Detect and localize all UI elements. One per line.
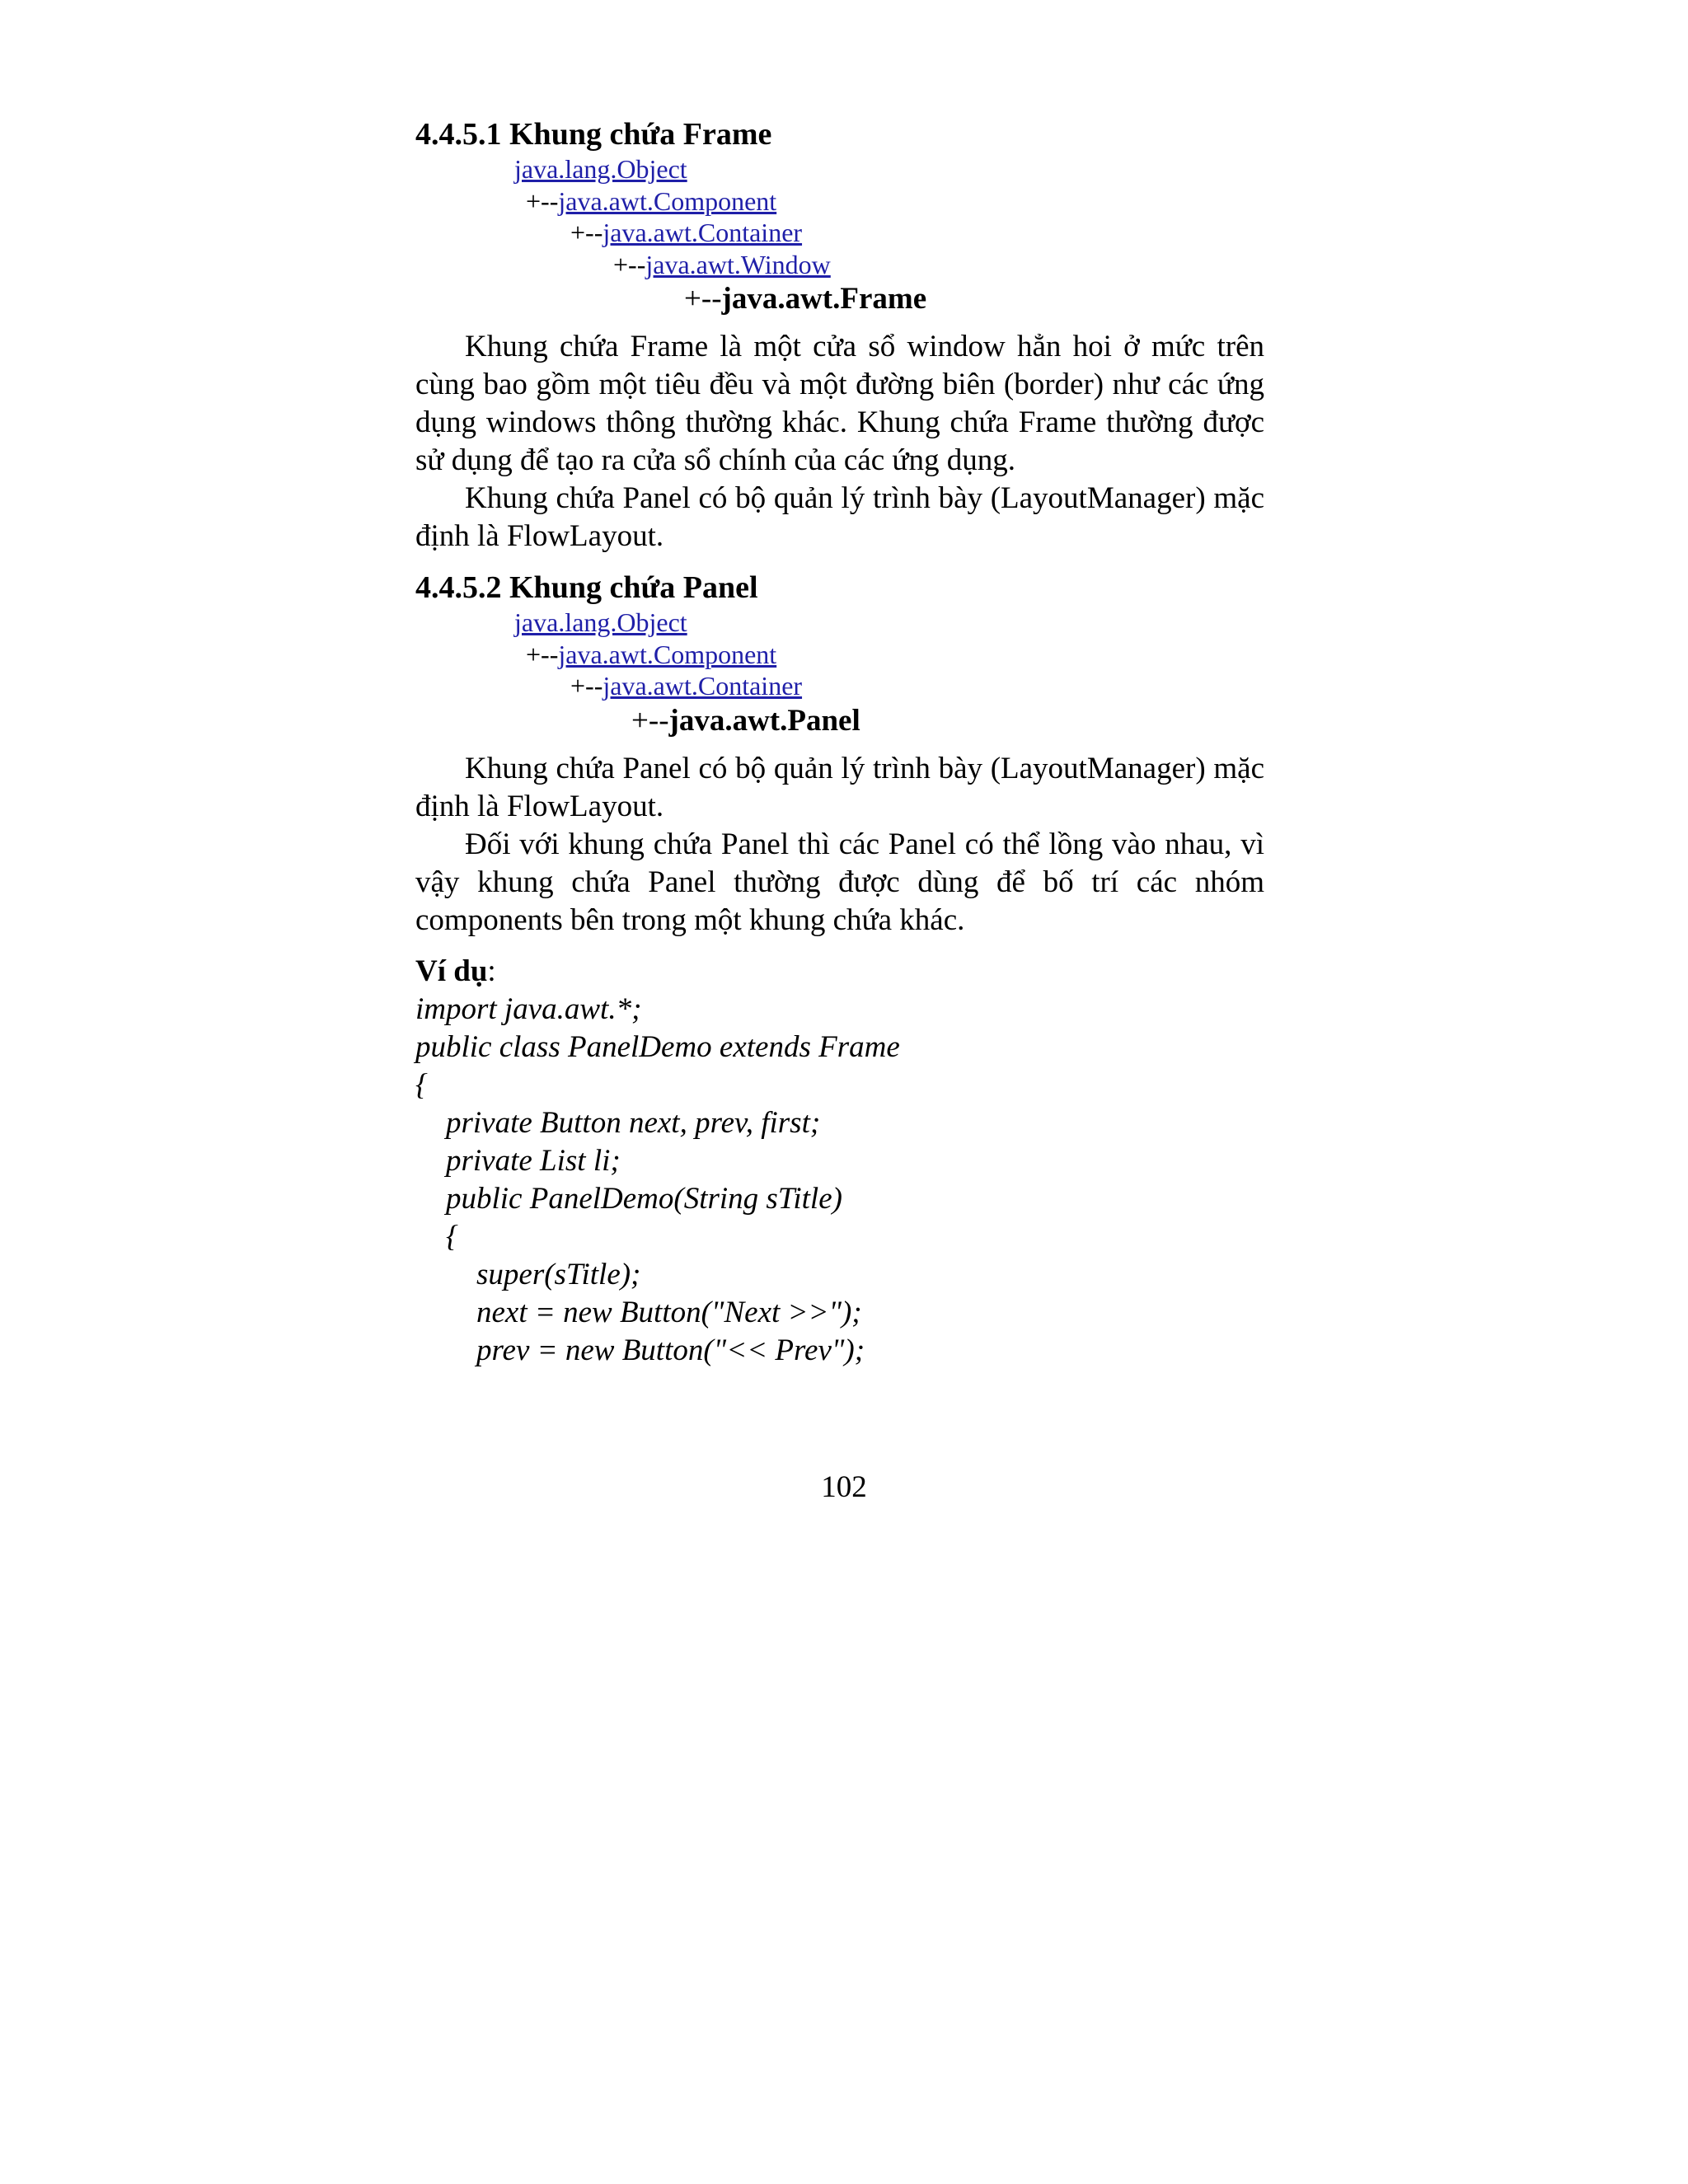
- hierarchy-prefix: +--: [684, 282, 722, 316]
- hierarchy-prefix: +--: [526, 185, 559, 216]
- class-hierarchy-panel: [415, 607, 1264, 740]
- hierarchy-line: [415, 670, 1264, 702]
- hierarchy-final-line: [415, 280, 1264, 318]
- page-content: [415, 115, 1264, 1370]
- code-line: {: [415, 1219, 458, 1254]
- paragraph-frame-description: Khung chứa Frame là một cửa sổ window hẳn hoi ở mức trên cùng bao gồm một tiêu đều và một đường biên (border) như các ứng dụng windows thông thường khác. Khung chứa Frame thường được sử dụng để tạo ra cửa sổ chính của các ứng dụng.: [415, 330, 1264, 477]
- hierarchy-link-object[interactable]: java.lang.Object: [514, 607, 687, 637]
- hierarchy-line: [415, 185, 1264, 218]
- example-label: [415, 953, 1264, 991]
- code-line: {: [415, 1067, 428, 1102]
- hierarchy-line: [415, 639, 1264, 671]
- example-label-colon: :: [487, 954, 496, 988]
- hierarchy-link-component[interactable]: java.awt.Component: [558, 185, 777, 216]
- paragraph-panel-nesting: Đối với khung chứa Panel thì các Panel có thể lồng vào nhau, vì vậy khung chứa Panel thường được dùng để bố trí các nhóm components bên trong một khung chứa khác.: [415, 827, 1264, 937]
- hierarchy-line: [415, 607, 1264, 639]
- hierarchy-class-frame: java.awt.Frame: [721, 282, 927, 316]
- hierarchy-link-window[interactable]: java.awt.Window: [645, 249, 831, 279]
- code-line: private Button next, prev, first;: [415, 1105, 821, 1140]
- example-label-text: Ví dụ: [415, 954, 488, 988]
- paragraph-frame-layout: Khung chứa Panel có bộ quản lý trình bày (LayoutManager) mặc định là FlowLayout.: [415, 481, 1264, 553]
- hierarchy-prefix: +--: [526, 639, 559, 669]
- class-hierarchy-frame: [415, 153, 1264, 318]
- hierarchy-link-component[interactable]: java.awt.Component: [558, 639, 777, 669]
- code-example: [415, 991, 1264, 1370]
- hierarchy-line: [415, 249, 1264, 281]
- section-heading-frame: 4.4.5.1 Khung chứa Frame: [415, 117, 772, 152]
- code-line: import java.awt.*;: [415, 991, 642, 1026]
- paragraph-panel-layout: Khung chứa Panel có bộ quản lý trình bày (LayoutManager) mặc định là FlowLayout.: [415, 751, 1264, 823]
- page-number: 102: [821, 1470, 867, 1504]
- code-line: next = new Button("Next >>");: [415, 1295, 862, 1329]
- hierarchy-prefix: +--: [613, 249, 646, 279]
- hierarchy-link-object[interactable]: java.lang.Object: [514, 154, 687, 184]
- code-line: public class PanelDemo extends Frame: [415, 1029, 900, 1064]
- hierarchy-line: [415, 153, 1264, 185]
- hierarchy-line: [415, 217, 1264, 249]
- hierarchy-link-container[interactable]: java.awt.Container: [603, 671, 803, 701]
- code-line: private List li;: [415, 1143, 621, 1178]
- section-heading-panel: 4.4.5.2 Khung chứa Panel: [415, 570, 758, 605]
- code-line: super(sTitle);: [415, 1257, 641, 1291]
- hierarchy-class-panel: java.awt.Panel: [668, 703, 860, 738]
- code-line: public PanelDemo(String sTitle): [415, 1181, 842, 1216]
- hierarchy-final-line: [415, 702, 1264, 740]
- code-line: prev = new Button("<< Prev");: [415, 1333, 865, 1367]
- hierarchy-link-container[interactable]: java.awt.Container: [603, 218, 803, 247]
- hierarchy-prefix: +--: [570, 218, 603, 247]
- hierarchy-prefix: +--: [570, 671, 603, 701]
- hierarchy-prefix: +--: [631, 703, 669, 738]
